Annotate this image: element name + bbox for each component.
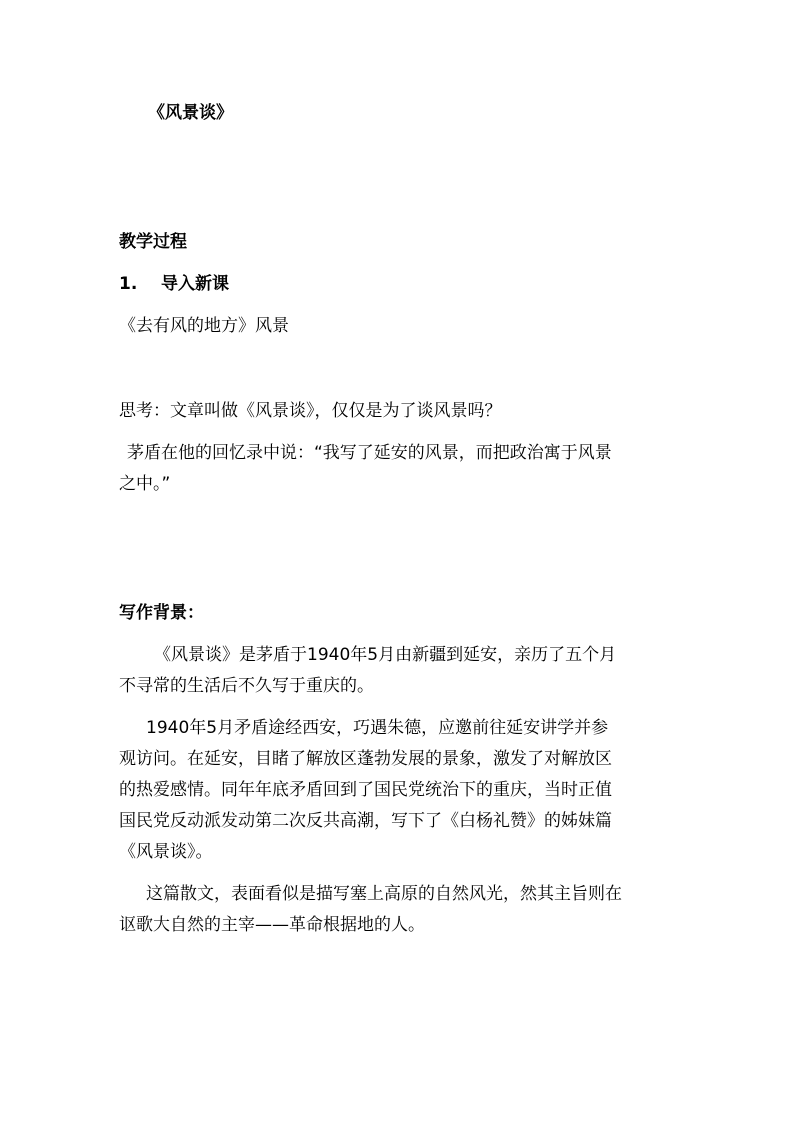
document-title: 《风景谈》 xyxy=(148,103,233,123)
paragraph-1-line-2: 不寻常的生活后不久写于重庆的。 xyxy=(119,676,374,696)
quote-line-1: 茅盾在他的回忆录中说：“我写了延安的风景，而把政治寓于风景 xyxy=(127,443,612,463)
quote-line-2: 之中。” xyxy=(119,474,171,494)
paragraph-3-line-1: 这篇散文，表面看似是描写塞上高原的自然风光，然其主旨则在 xyxy=(146,884,622,904)
paragraph-2-line-1: 1940年5月矛盾途经西安，巧遇朱德，应邀前往延安讲学并参 xyxy=(146,718,609,738)
paragraph-3-line-2: 讴歌大自然的主宰——革命根据地的人。 xyxy=(119,915,425,935)
paragraph-2-line-2: 观访问。在延安，目睹了解放区蓬勃发展的景象，激发了对解放区 xyxy=(119,749,612,769)
paragraph-2-line-4: 国民党反动派发动第二次反共高潮，写下了《白杨礼赞》的姊妹篇 xyxy=(119,811,612,831)
paragraph-1-line-1: 《风景谈》是茅盾于1940年5月由新疆到延安，亲历了五个月 xyxy=(154,645,617,665)
step-label: 导入新课 xyxy=(161,274,229,294)
section-heading-background: 写作背景： xyxy=(119,603,204,623)
section-heading-teaching-process: 教学过程 xyxy=(119,232,187,252)
question-line: 思考：文章叫做《风景谈》，仅仅是为了谈风景吗？ xyxy=(119,401,502,421)
intro-line: 《去有风的地方》风景 xyxy=(119,316,289,336)
paragraph-2-line-3: 的热爱感情。同年年底矛盾回到了国民党统治下的重庆，当时正值 xyxy=(119,780,612,800)
paragraph-2-line-5: 《风景谈》。 xyxy=(119,842,213,862)
step-number: 1. xyxy=(119,274,138,294)
step-heading xyxy=(119,268,229,300)
